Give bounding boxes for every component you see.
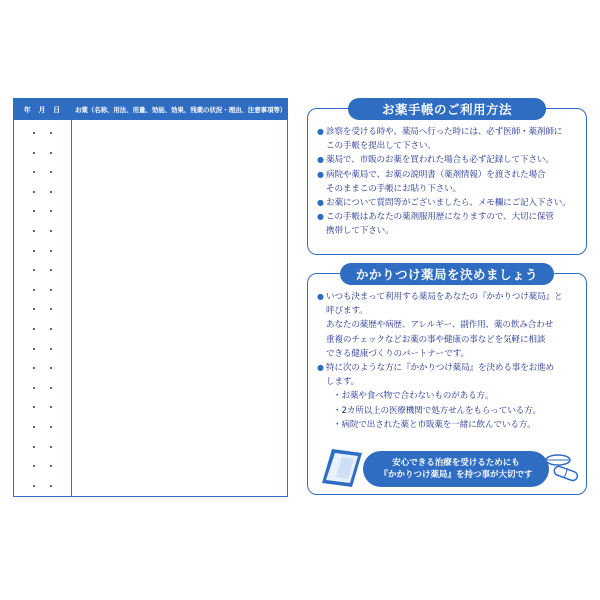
usage-panel	[307, 102, 587, 255]
column-divider	[71, 120, 72, 496]
record-row	[14, 230, 71, 238]
line-text: 重複のチェックなどお薬の事や健康の事などを気軽に相談	[326, 334, 546, 345]
pills-icon	[540, 453, 580, 487]
date-separator-dot	[33, 367, 35, 369]
record-row	[14, 387, 71, 395]
line-text: あなたの薬歴や病歴、アレルギー、副作用、薬の飲み合わせ	[326, 320, 554, 331]
date-separator-dot	[33, 308, 35, 310]
line-text: ・2カ所以上の医療機関で処方せんをもらっている方。	[333, 405, 541, 416]
pharmacy-list	[317, 290, 580, 432]
date-separator-dot	[50, 152, 52, 154]
date-separator-dot	[50, 171, 52, 173]
bullet-icon: ●	[317, 198, 324, 208]
date-separator-dot	[50, 367, 52, 369]
text-line	[317, 182, 580, 196]
line-text: できる健康づくりのパートナーです。	[326, 348, 469, 359]
bullet-icon: ●	[317, 155, 324, 165]
text-line	[317, 304, 580, 318]
line-text: ・お薬や食べ物で合わないものがある方。	[333, 391, 494, 402]
year-header: 年	[23, 105, 31, 114]
banner-message	[363, 451, 549, 487]
record-row	[14, 191, 71, 199]
date-separator-dot	[33, 465, 35, 467]
date-separator-dot	[50, 426, 52, 428]
date-separator-dot	[50, 210, 52, 212]
record-row	[14, 367, 71, 375]
line-text: 携帯して下さい。	[326, 226, 394, 237]
date-separator-dot	[33, 191, 35, 193]
date-separator-dot	[50, 328, 52, 330]
date-separator-dot	[50, 230, 52, 232]
record-row	[14, 171, 71, 179]
text-line	[317, 389, 580, 403]
record-row	[14, 250, 71, 258]
banner-line1: 安心できる治療を受けるためにも	[392, 458, 520, 468]
line-text: 診察を受ける時や、薬局へ行った時には、必ず医師・薬剤師に	[326, 127, 563, 137]
record-row	[14, 426, 71, 434]
line-text: いつも決まって利用する薬局をあなたの『かかりつけ薬局』と	[326, 292, 563, 302]
date-header	[14, 105, 70, 115]
line-text: そのままこの手帳にお貼り下さい。	[326, 183, 462, 194]
date-separator-dot	[33, 406, 35, 408]
record-row	[14, 446, 71, 454]
date-separator-dot	[50, 250, 52, 252]
record-row	[14, 328, 71, 336]
date-separator-dot	[50, 308, 52, 310]
text-line	[317, 139, 580, 153]
bullet-icon: ●	[317, 292, 324, 301]
bullet-item	[317, 196, 580, 210]
line-text: 呼びます。	[326, 306, 368, 317]
line-text: お薬について質問等がございましたら、メモ欄にご記入下さい。	[326, 198, 571, 209]
line-text: します。	[326, 377, 360, 388]
bullet-item	[317, 153, 580, 167]
date-separator-dot	[50, 406, 52, 408]
date-separator-dot	[33, 269, 35, 271]
bullet-item	[317, 290, 580, 304]
date-separator-dot	[50, 465, 52, 467]
record-row	[14, 152, 71, 160]
date-separator-dot	[50, 289, 52, 291]
line-text: 薬局で、市販のお薬を買われた場合も必ず記録して下さい。	[326, 155, 554, 166]
bullet-icon: ●	[317, 363, 324, 373]
record-header	[14, 99, 287, 120]
record-row	[14, 485, 71, 493]
date-separator-dot	[33, 289, 35, 291]
text-line	[317, 418, 580, 432]
record-row	[14, 308, 71, 316]
tablet-icon	[318, 447, 366, 489]
date-separator-dot	[50, 485, 52, 487]
bullet-item	[317, 361, 580, 375]
record-row	[14, 269, 71, 277]
line-text: 特に次のような方に『かかりつけ薬局』を決める事をお進め	[326, 363, 554, 374]
date-separator-dot	[33, 132, 35, 134]
text-line	[317, 404, 580, 418]
date-separator-dot	[33, 152, 35, 154]
pharmacy-banner	[318, 447, 578, 489]
line-text: この手帳を提出して下さい。	[326, 141, 436, 152]
record-row	[14, 132, 71, 140]
date-separator-dot	[33, 387, 35, 389]
date-separator-dot	[33, 210, 35, 212]
date-separator-dot	[50, 132, 52, 134]
date-separator-dot	[33, 426, 35, 428]
date-separator-dot	[33, 250, 35, 252]
record-row	[14, 289, 71, 297]
date-separator-dot	[33, 446, 35, 448]
bullet-item	[317, 210, 580, 224]
record-row	[14, 406, 71, 414]
text-line	[317, 375, 580, 389]
line-text: この手帳はあなたの薬剤服用歴になりますので、大切に保管	[326, 212, 554, 223]
line-text: ・病院で出された薬と市販薬を一緒に飲んでいる方。	[333, 419, 536, 430]
bullet-item	[317, 125, 580, 139]
pharmacy-panel-title: かかりつけ薬局を決めましょう	[340, 263, 554, 285]
date-separator-dot	[50, 348, 52, 350]
text-line	[317, 318, 580, 332]
bullet-icon: ●	[317, 127, 324, 136]
usage-panel-title: お薬手帳のご利用方法	[348, 98, 546, 120]
bullet-icon: ●	[317, 169, 324, 179]
date-separator-dot	[33, 348, 35, 350]
date-separator-dot	[33, 328, 35, 330]
line-text: 病院や薬局で、お薬の説明書（薬剤情報）を渡された場合	[326, 169, 546, 180]
pharmacy-panel	[307, 267, 587, 495]
day-header: 日	[53, 105, 61, 114]
date-separator-dot	[50, 446, 52, 448]
bullet-item	[317, 168, 580, 182]
record-row	[14, 348, 71, 356]
bullet-icon: ●	[317, 212, 324, 222]
medication-record-table	[13, 98, 288, 497]
date-separator-dot	[50, 387, 52, 389]
record-row	[14, 210, 71, 218]
date-separator-dot	[50, 269, 52, 271]
banner-line2: 『かかりつけ薬局』を持つ事が大切です	[379, 470, 533, 480]
month-header: 月	[38, 105, 46, 114]
text-line	[317, 224, 580, 238]
notes-header: お薬（名称、用法、用量、効能、効果、残薬の状況・理由、注意事項等）	[75, 106, 287, 114]
date-separator-dot	[50, 191, 52, 193]
date-separator-dot	[33, 485, 35, 487]
record-row	[14, 465, 71, 473]
record-body	[14, 120, 287, 496]
date-separator-dot	[33, 171, 35, 173]
usage-list	[317, 125, 580, 239]
date-separator-dot	[33, 230, 35, 232]
text-line	[317, 333, 580, 347]
text-line	[317, 347, 580, 361]
